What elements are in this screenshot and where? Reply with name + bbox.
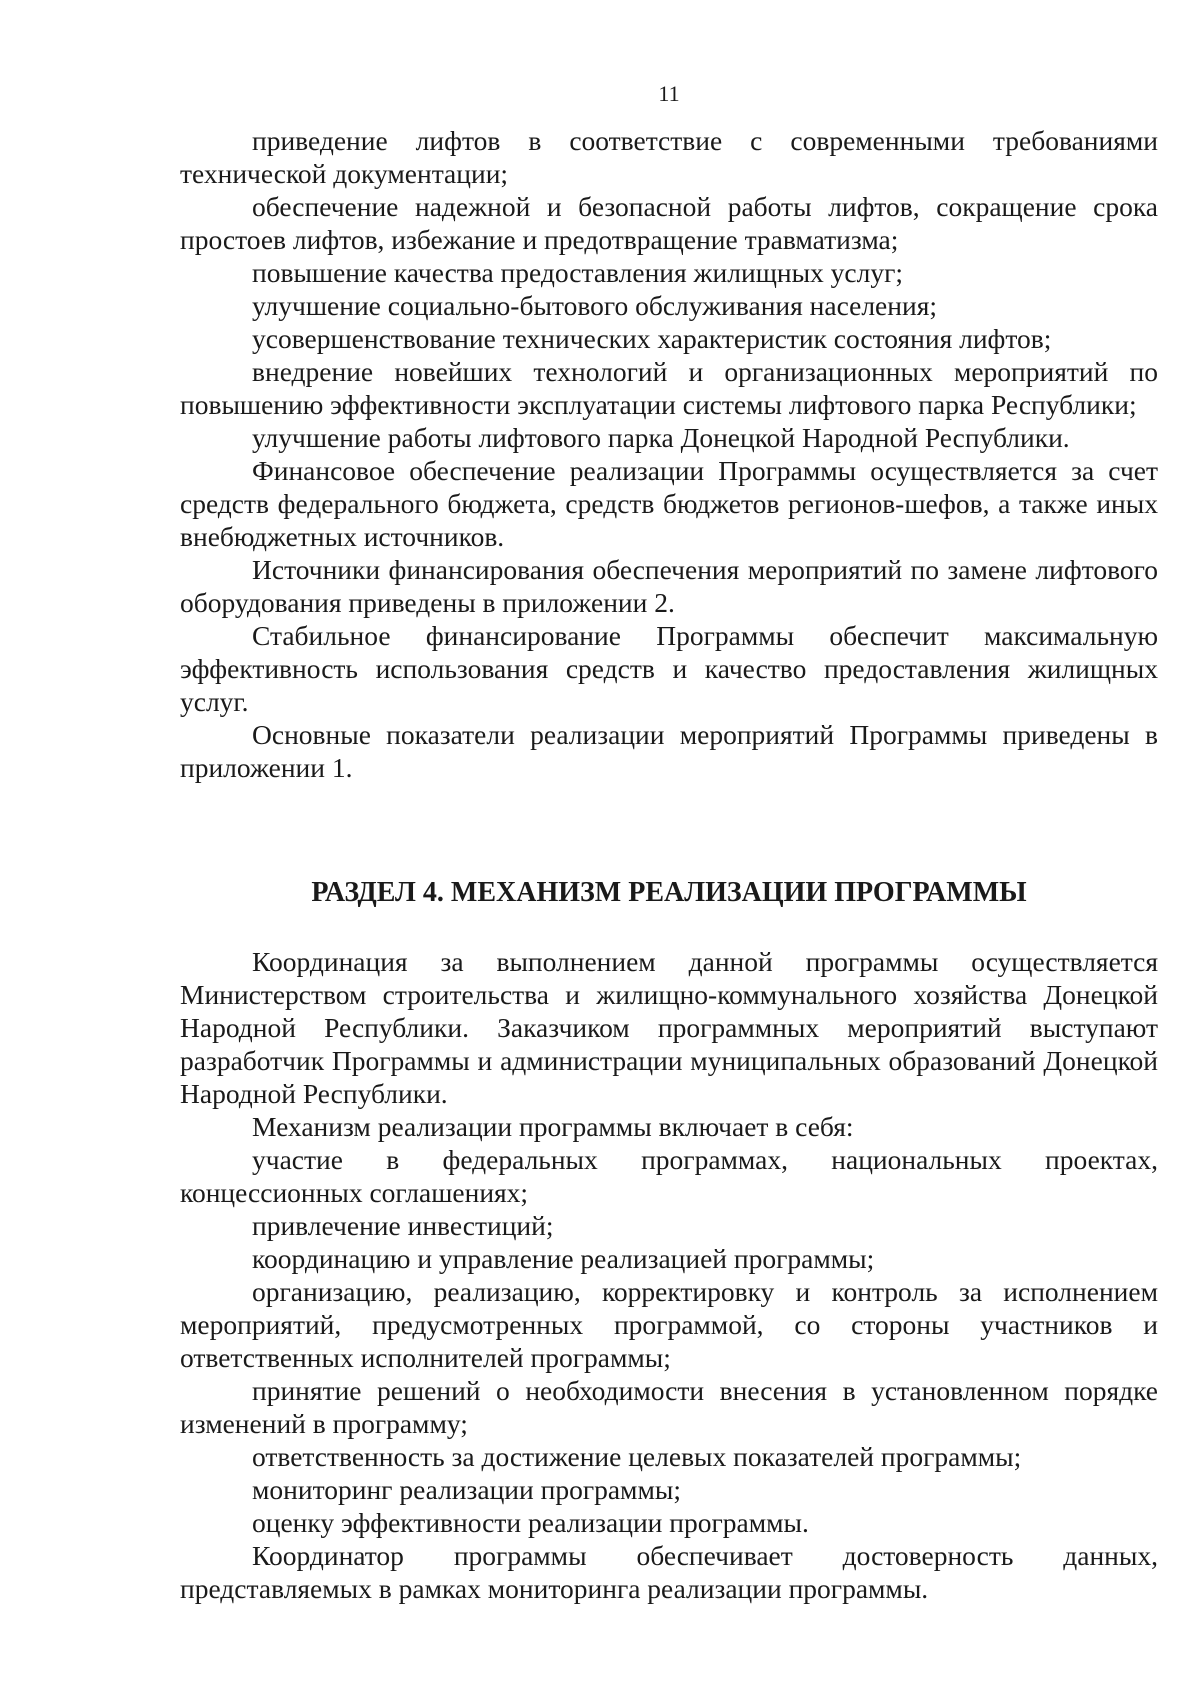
paragraph: ответственность за достижение целевых показателей программы; [252, 1441, 1022, 1472]
paragraph: улучшение социально-бытового обслуживания населения; [252, 290, 937, 321]
paragraph: координацию и управление реализацией программы; [252, 1243, 875, 1274]
paragraph: Координатор программы обеспечивает достоверность данных, представляемых в рамках мониторинга реализации программы. [180, 1540, 1158, 1604]
paragraph: обеспечение надежной и безопасной работы лифтов, сокращение срока простоев лифтов, избежание и предотвращение травматизма; [180, 191, 1158, 255]
paragraph: принятие решений о необходимости внесения в установленном порядке изменений в программу; [180, 1375, 1158, 1439]
paragraph: оценку эффективности реализации программы. [252, 1507, 809, 1538]
section-heading: РАЗДЕЛ 4. МЕХАНИЗМ РЕАЛИЗАЦИИ ПРОГРАММЫ [311, 877, 1027, 908]
paragraph: привлечение инвестиций; [252, 1210, 554, 1241]
paragraph: Основные показатели реализации мероприятий Программы приведены в приложении 1. [180, 719, 1158, 783]
paragraph: Финансовое обеспечение реализации Программы осуществляется за счет средств федерального бюджета, средств бюджетов регионов-шефов, а также иных внебюджетных источников. [180, 455, 1158, 552]
paragraph: внедрение новейших технологий и организационных мероприятий по повышению эффективности эксплуатации системы лифтового парка Республики; [180, 356, 1158, 420]
paragraph: Источники финансирования обеспечения мероприятий по замене лифтового оборудования приведены в приложении 2. [180, 554, 1158, 618]
page-number: 11 [658, 81, 680, 106]
paragraph: усовершенствование технических характеристик состояния лифтов; [252, 323, 1052, 354]
paragraph: повышение качества предоставления жилищных услуг; [252, 257, 904, 288]
paragraph: улучшение работы лифтового парка Донецкой Народной Республики. [252, 422, 1070, 453]
paragraph: приведение лифтов в соответствие с современными требованиями технической документации; [180, 125, 1158, 189]
paragraph: Координация за выполнением данной программы осуществляется Министерством строительства и жилищно-коммунального хозяйства Донецкой Народной Республики. Заказчиком программных мероприятий выступают разработчик Программы и администрации муниципальных образований Донецкой Народной Республики. [180, 946, 1158, 1109]
paragraph: мониторинг реализации программы; [252, 1474, 681, 1505]
text-block-section4 [180, 945, 1158, 1605]
paragraph: Механизм реализации программы включает в себя: [252, 1111, 854, 1142]
text-block-intro [180, 124, 1158, 784]
paragraph: организацию, реализацию, корректировку и контроль за исполнением мероприятий, предусмотренных программой, со стороны участников и ответственных исполнителей программы; [180, 1276, 1158, 1373]
paragraph: участие в федеральных программах, национальных проектах, концессионных соглашениях; [180, 1144, 1158, 1208]
paragraph: Стабильное финансирование Программы обеспечит максимальную эффективность использования средств и качество предоставления жилищных услуг. [180, 620, 1158, 717]
